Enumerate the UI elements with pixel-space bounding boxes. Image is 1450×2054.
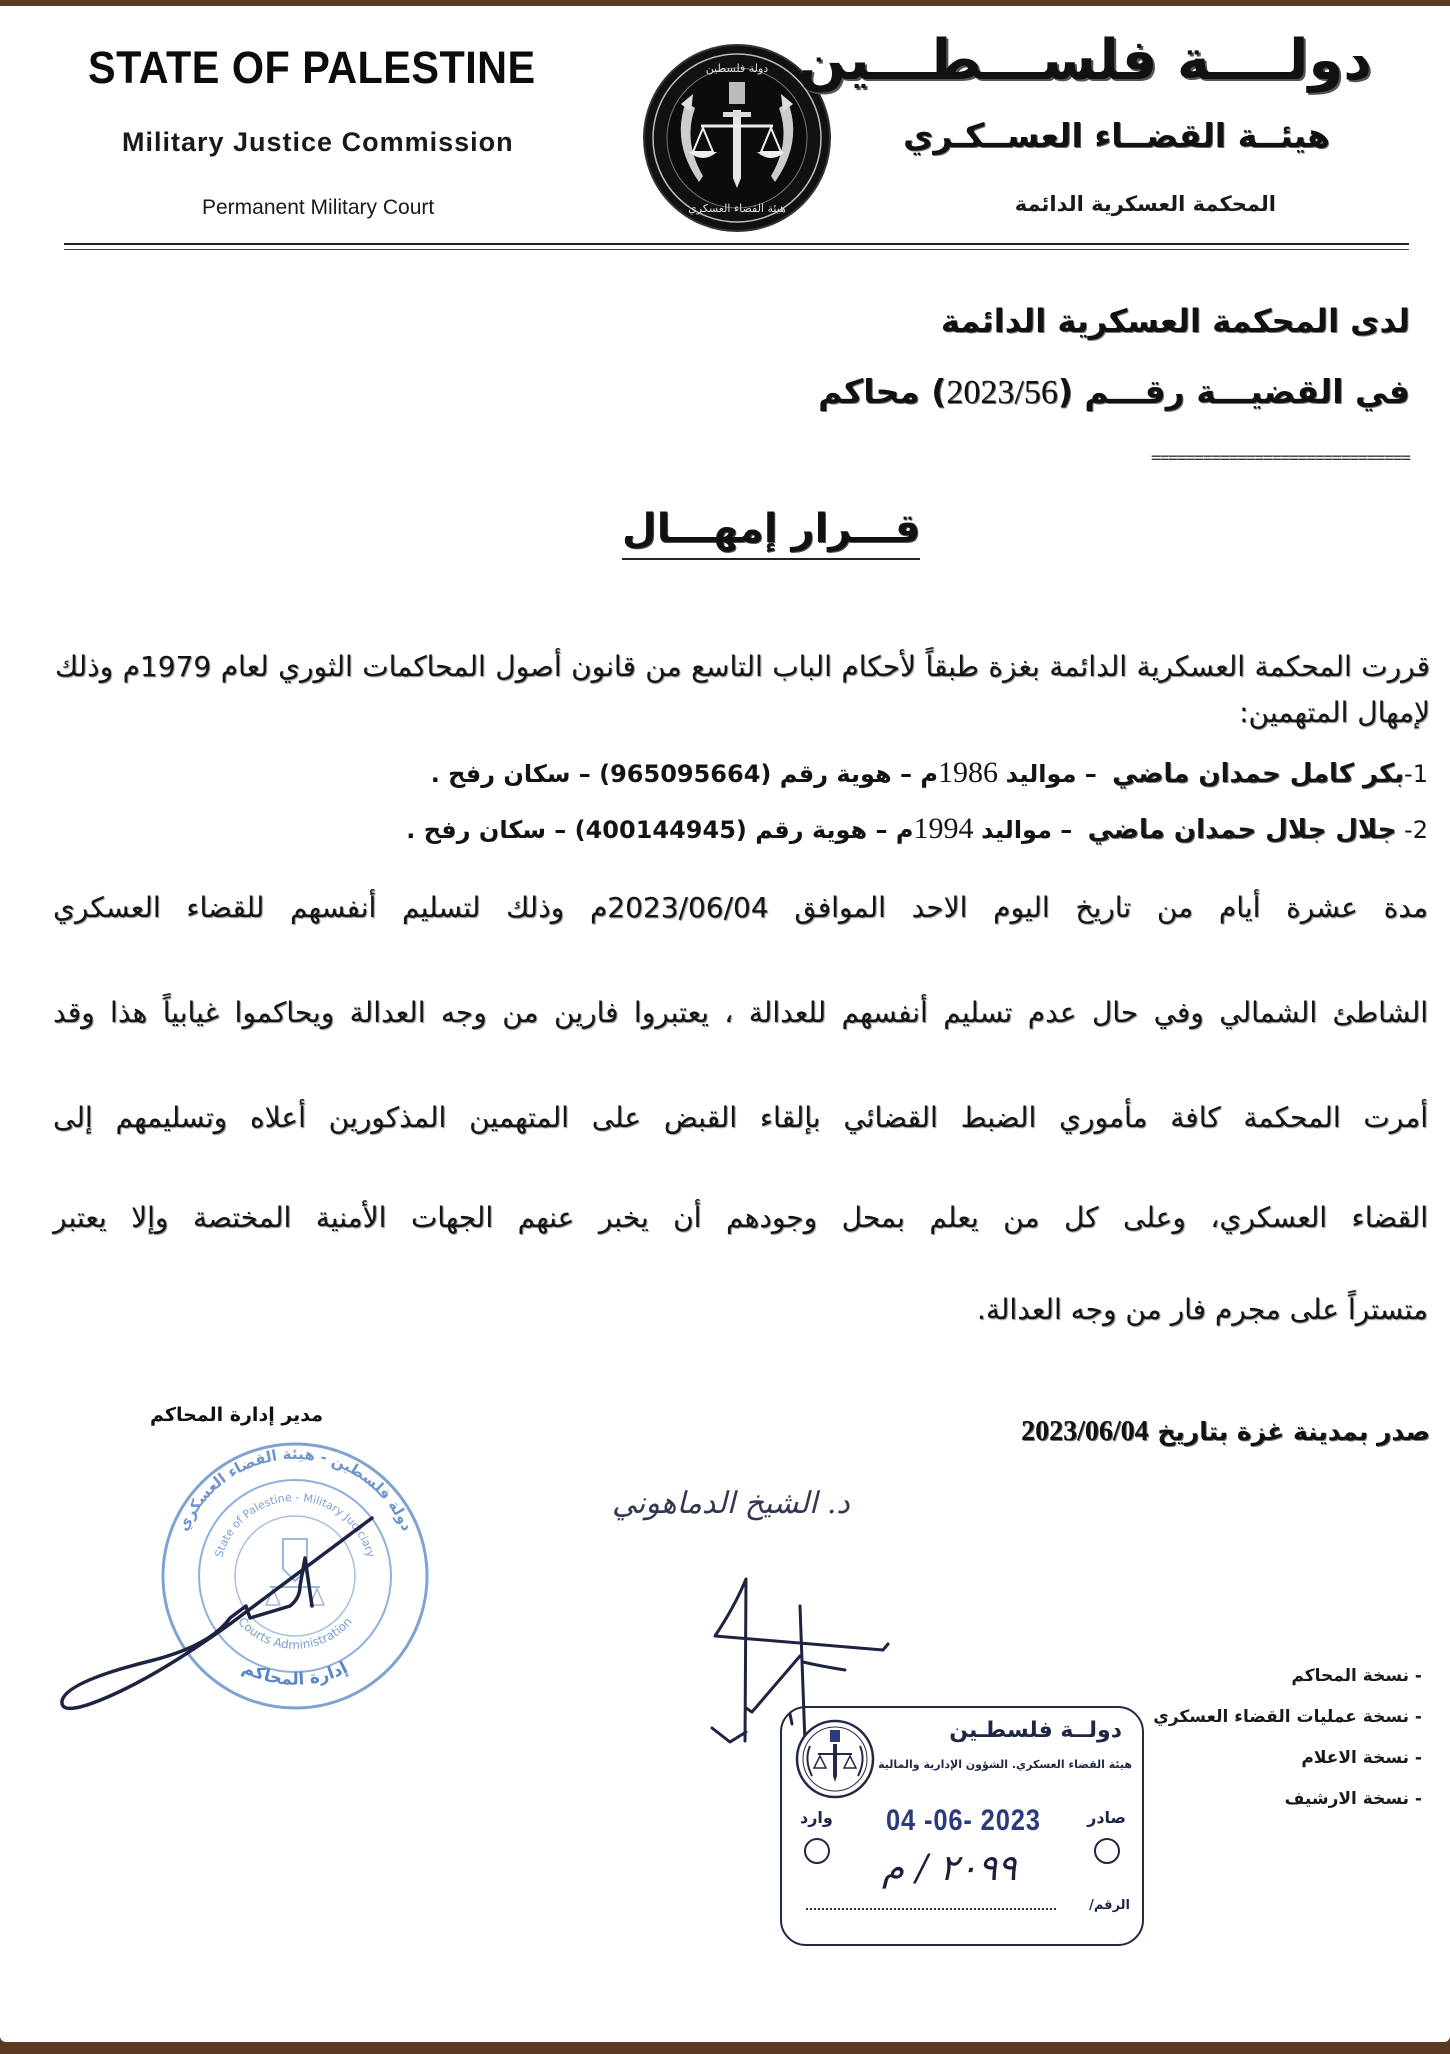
case-number: 2023/56 [946,374,1058,411]
accused-id: م – هوية رقم (400144945) – سكان رفح . [406,816,914,844]
stamp-english-bottom: Courts Administration [235,1614,355,1652]
issued-line [1021,1416,1430,1448]
copy-item: - نسخة الاعلام [1153,1748,1422,1789]
case-number-line [818,372,1410,412]
issued-date: 2023/06/04 [1021,1416,1149,1447]
copy-item: - نسخة عمليات القضاء العسكري [1153,1707,1422,1748]
case-court-line: لدى المحكمة العسكرية الدائمة [940,302,1410,340]
body-line: مدة عشرة أيام من تاريخ اليوم الاحد الموافق 2023/06/04م وذلك لتسليم أنفسهم للقضاء العسكري [53,891,1428,924]
header-english-state: STATE OF PALESTINE [88,42,536,93]
accused-born-year: 1994 [913,812,974,845]
seal-bottom-text: هيئة القضاء العسكري [688,202,786,215]
accused-index: 1- [1404,760,1428,788]
stamp-title: دولــة فلسطـين [949,1718,1122,1743]
body-line: الشاطئ الشمالي وفي حال عدم تسليم أنفسهم للعدالة ، يعتبروا فارين من وجه العدالة ويحاكموا غيابياً هذا وقد [53,996,1428,1029]
case-separator: ============================== [1151,448,1410,467]
case-prefix: في القضيـــة رقـــم ( [1057,372,1410,411]
copies-list [1153,1666,1422,1830]
issued-label: صدر بمدينة غزة بتاريخ [1157,1417,1430,1446]
accused-born-label: – مواليد [981,816,1073,844]
seal-top-text: دولة فلسطين [705,62,769,75]
header-arabic-court: المحكمة العسكرية الدائمة [1014,192,1276,216]
stamp-english-top: State of Palestine - Military Judiciary [212,1490,378,1559]
outgoing-checkbox [1094,1838,1120,1864]
copy-item: - نسخة الارشيف [1153,1789,1422,1830]
svg-text:Courts Administration [235,1614,355,1651]
signatory-title: مدير إدارة المحاكم [150,1404,324,1426]
document-page [0,6,1450,2042]
stamp-seal-icon [794,1718,876,1800]
stamp-date: 04 -06- 2023 [886,1804,1041,1837]
stamp-incoming-label: وارد [800,1808,833,1827]
header-divider-thin [64,249,1409,250]
stamp-arabic-bottom: إدارة المحاكم [239,1657,351,1690]
stamp-outgoing-label: صادر [1087,1808,1126,1827]
accused-born-label: – مواليد [1005,760,1097,788]
header-arabic-state: دولــــة فلســـطـــين [798,28,1372,93]
svg-text:دولة فلسطين - هيئة القضاء العس [174,1445,417,1534]
accused-born-year: 1986 [937,756,998,789]
svg-text:إدارة المحاكم [239,1658,351,1690]
accused-id: م – هوية رقم (965095664) – سكان رفح . [430,760,938,788]
stamp-subtitle: هيئة القضاء العسكري. الشؤون الإدارية والمالية [878,1758,1132,1771]
header-english-commission: Military Justice Commission [122,127,514,157]
stamp-number-label: الرقم/ [1089,1898,1130,1913]
case-suffix: ) محاكم [818,372,947,411]
received-stamp [780,1706,1144,1946]
body-line: أمرت المحكمة كافة مأموري الضبط القضائي بإلقاء القبض على المتهمين المذكورين أعلاه وتسليمهم إلى [53,1101,1428,1134]
accused-name: جلال جلال حمدان ماضي [1087,815,1397,845]
header-divider [64,243,1409,245]
courts-administration-stamp-icon [160,1441,430,1711]
body-line: القضاء العسكري، وعلى كل من يعلم بمحل وجودهم أن يخبر عنهم الجهات الأمنية المختصة وإلا يعتبر [53,1201,1428,1234]
svg-text:State of Palestine - Military [213,1491,378,1559]
stamp-number-value: ٢٠٩٩ / م [882,1848,1017,1889]
header-english-court: Permanent Military Court [202,196,435,219]
accused-index: 2- [1404,816,1428,844]
document-title: قـــرار إمهـــال [622,506,920,560]
number-dotted-line [806,1908,1056,1910]
handwritten-note: د. الشيخ الدماهوني [612,1486,850,1521]
stamp-arabic-top: دولة فلسطين - هيئة القضاء العسكري [173,1444,417,1534]
accused-name: بكر كامل حمدان ماضي [1112,759,1405,789]
accused-item [431,756,1428,790]
incoming-checkbox-marked [804,1838,830,1864]
intro-paragraph: قررت المحكمة العسكرية الدائمة بغزة طبقاً لأحكام الباب التاسع من قانون أصول المحاكمات الثوري لعام 1979م وذلك لإمهال المتهمين: [55,650,1430,729]
copy-item: - نسخة المحاكم [1153,1666,1422,1707]
body-line: متستراً على مجرم فار من وجه العدالة. [976,1293,1428,1326]
accused-item [406,812,1428,846]
header-arabic-commission: هيئــة القضــاء العســكـري [903,116,1330,155]
